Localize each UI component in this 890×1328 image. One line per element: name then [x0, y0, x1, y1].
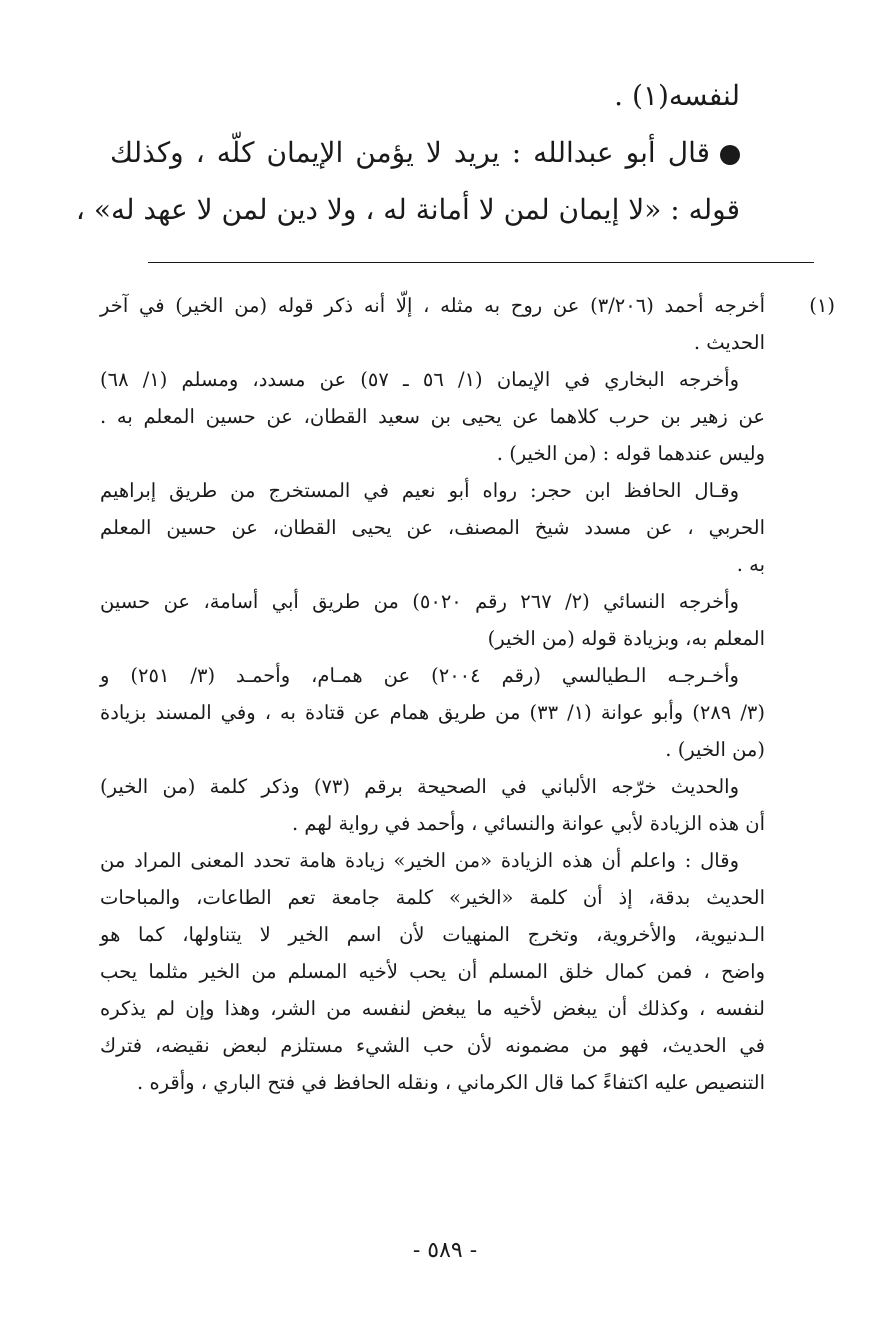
footnote-line: المعلم به، وبزيادة قوله (من الخير) — [487, 627, 765, 650]
footnote-line: وقال : واعلم أن هذه الزيادة «من الخير» زيادة هامة تحدد المعنى المراد من — [100, 849, 739, 872]
footnote-line: به . — [736, 553, 765, 576]
footnote-line: وأخرجه البخاري في الإيمان (١/ ٥٦ ـ ٥٧) عن مسدد، ومسلم (١/ ٦٨) — [100, 368, 739, 391]
footnote-line: والحديث خرّجه الألباني في الصحيحة برقم (٧٣) وذكر كلمة (من الخير) — [100, 775, 740, 798]
footnote-line: أن هذه الزيادة لأبي عوانة والنسائي ، وأحمد في رواية لهم . — [291, 812, 765, 835]
footnote-line: الحديث بدقة، إذ أن كلمة «الخير» كلمة جامعة تعم الطاعات، والمباحات — [100, 886, 765, 909]
footnote-line: لنفسه ، وكذلك أن يبغض لأخيه ما يبغض لنفسه من الشر، وهذا وإن لم يذكره — [100, 997, 765, 1020]
footnote-line: (٣/ ٢٨٩) وأبو عوانة (١/ ٣٣) من طريق همام عن قتادة به ، وفي المسند بزيادة — [100, 701, 765, 724]
footnote-number: (١) — [809, 294, 835, 317]
footnote-line: الـدنيوية، والأخروية، وتخرج المنهيات لأن اسم الخير لا يتناولها، كما هو — [100, 923, 765, 946]
footnote-line: عن زهير بن حرب كلاهما عن يحيى بن سعيد القطان، عن حسين المعلم به . — [100, 405, 765, 428]
main-line: لنفسه(١) . — [614, 79, 740, 112]
footnote-line: الحربي ، عن مسدد شيخ المصنف، عن يحيى القطان، عن حسين المعلم — [100, 516, 765, 539]
footnote-divider — [148, 262, 814, 263]
footnote-line: وأخرجه النسائي (٢/ ٢٦٧ رقم ٥٠٢٠) من طريق أبي أسامة، عن حسين — [100, 590, 739, 613]
footnote-line: في الحديث، فهو من مضمونه لأن حب الشيء مستلزم لبعض نقيضه، فترك — [100, 1034, 765, 1057]
bullet-icon — [720, 145, 740, 165]
page-number: - ٥٨٩ - — [412, 1238, 478, 1263]
footnote-line: وأخـرجـه الـطيالسي (رقم ٢٠٠٤) عن همـام، وأحمـد (٣/ ٢٥١) و — [100, 664, 739, 687]
footnote-text — [100, 287, 765, 1101]
main-line: قال أبو عبدالله : يريد لا يؤمن الإيمان كلّه ، وكذلك — [110, 124, 740, 181]
footnote-line: وقـال الحافظ ابن حجر: رواه أبو نعيم في المستخرج من طريق إبراهيم — [100, 479, 739, 502]
footnote-line: التنصيص عليه اكتفاءً كما قال الكرماني ، ونقله الحافظ في فتح الباري ، وأقره . — [137, 1071, 765, 1094]
footnote-line: الحديث . — [693, 331, 765, 354]
main-line: قوله : «لا إيمان لمن لا أمانة له ، ولا دين لمن لا عهد له» ، — [75, 193, 740, 226]
main-text — [75, 67, 740, 238]
footnote-line: واضح ، فمن كمال خلق المسلم أن يحب لأخيه المسلم من الخير مثلما يحب — [100, 960, 765, 983]
footnote-line: (من الخير) . — [665, 738, 765, 761]
footnote-line: وليس عندهما قوله : (من الخير) . — [496, 442, 765, 465]
footnote-line: أخرجه أحمد (٣/٢٠٦) عن روح به مثله ، إلّا أنه ذكر قوله (من الخير) في آخر — [100, 294, 765, 317]
